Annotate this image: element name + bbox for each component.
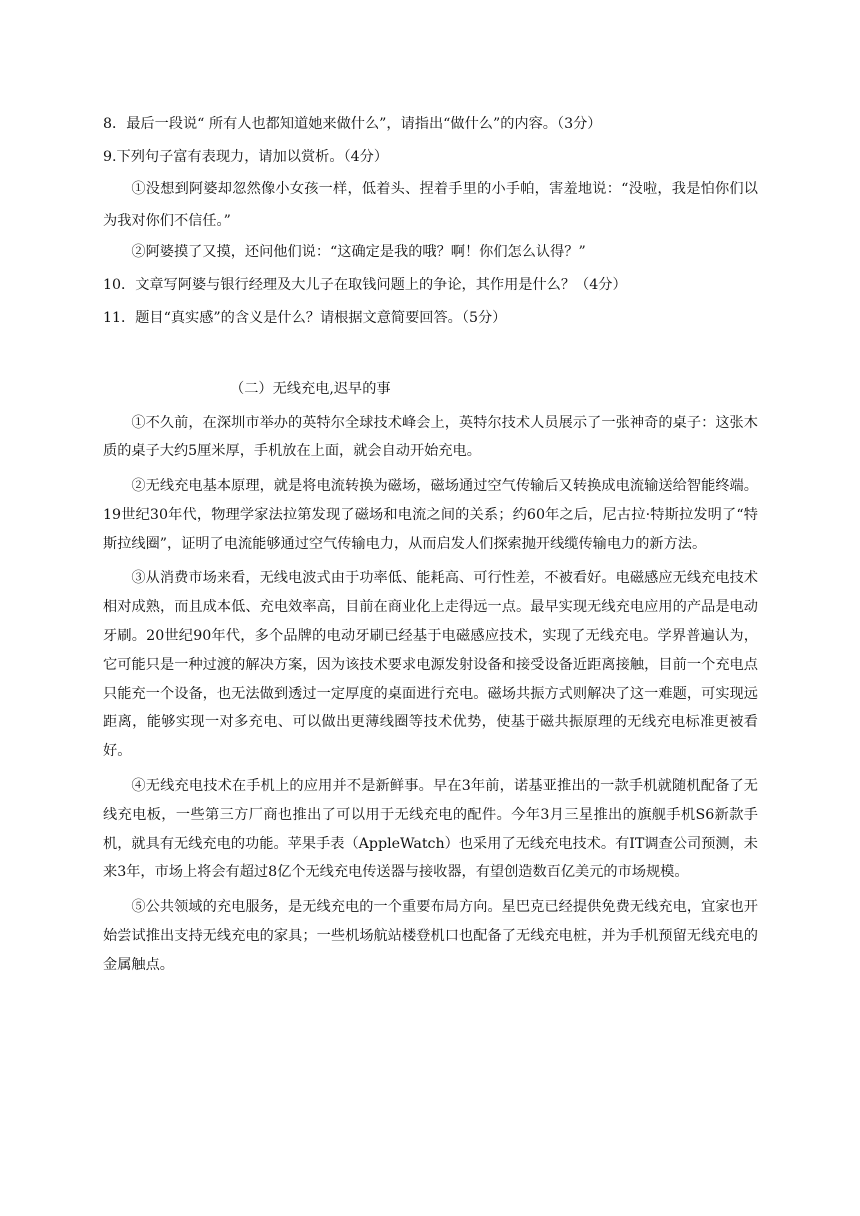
paragraph-2: ②无线充电基本原理，就是将电流转换为磁场，磁场通过空气传输后又转换成电流输送给智能终端。19世纪30年代，物理学家法拉第发现了磁场和电流之间的关系；约60年之后，尼古拉·特斯拉发明了“特斯拉线圈”，证明了电流能够通过空气传输电力，从而启发人们探索抛开线缆传输电力的新方法。 xyxy=(103,478,758,552)
question-9-sentence-1: ①没想到阿婆却忽然像小女孩一样，低着头、捏着手里的小手帕，害羞地说：“没啦，我是怕你们以为我对你们不信任。” xyxy=(103,181,758,229)
question-9-sentence-2: ②阿婆摸了又摸，还问他们说：“这确定是我的哦？啊！你们怎么认得？” xyxy=(131,244,586,260)
paragraph-3: ③从消费市场来看，无线电波式由于功率低、能耗高、可行性差，不被看好。电磁感应无线充电技术相对成熟，而且成本低、充电效率高，目前在商业化上走得远一点。最早实现无线充电应用的产品是电动牙刷。20世纪90年代，多个品牌的电动牙刷已经基于电磁感应技术，实现了无线充电。学界普遍认为，它可能只是一种过渡的解决方案，因为该技术要求电源发射设备和接受设备近距离接触，目前一个充电点只能充一个设备，也无法做到透过一定厚度的桌面进行充电。磁场共振方式则解决了这一难题，可实现远距离，能够实现一对多充电、可以做出更薄线圈等技术优势，使基于磁共振原理的无线充电标准更被看好。 xyxy=(103,570,758,760)
question-10: 10．文章写阿婆与银行经理及大儿子在取钱问题上的争论，其作用是什么？（4分） xyxy=(103,276,627,293)
question-9: 9.下列句子富有表现力，请加以赏析。（4分） xyxy=(103,149,389,165)
paragraph-5: ⑤公共领域的充电服务，是无线充电的一个重要布局方向。星巴克已经提供免费无线充电，宜家也开始尝试推出支持无线充电的家具；一些机场航站楼登机口也配备了无线充电桩，并为手机预留无线充电的金属触点。 xyxy=(103,899,758,973)
paragraph-4: ④无线充电技术在手机上的应用并不是新鲜事。早在3年前，诺基亚推出的一款手机就随机配备了无线充电板，一些第三方厂商也推出了可以用于无线充电的配件。今年3月三星推出的旗舰手机S6新款手机，就具有无线充电的功能。苹果手表（AppleWatch）也采用了无线充电技术。有IT调查公司预测，未来3年，市场上将会有超过8亿个无线充电传送器与接收器，有望创造数百亿美元的市场规模。 xyxy=(103,778,758,881)
section-title: （二）无线充电,迟早的事 xyxy=(230,380,391,397)
question-11: 11．题目“真实感”的含义是什么？请根据文意简要回答。（5分） xyxy=(103,309,507,326)
section-gap xyxy=(103,335,758,375)
question-8: 8．最后一段说“ 所有人也都知道她来做什么”，请指出“做什么”的内容。（3分） xyxy=(103,116,602,132)
document-content xyxy=(103,108,758,980)
paragraph-1: ①不久前，在深圳市举办的英特尔全球技术峰会上，英特尔技术人员展示了一张神奇的桌子：这张木质的桌子大约5厘米厚，手机放在上面，就会自动开始充电。 xyxy=(103,414,758,460)
